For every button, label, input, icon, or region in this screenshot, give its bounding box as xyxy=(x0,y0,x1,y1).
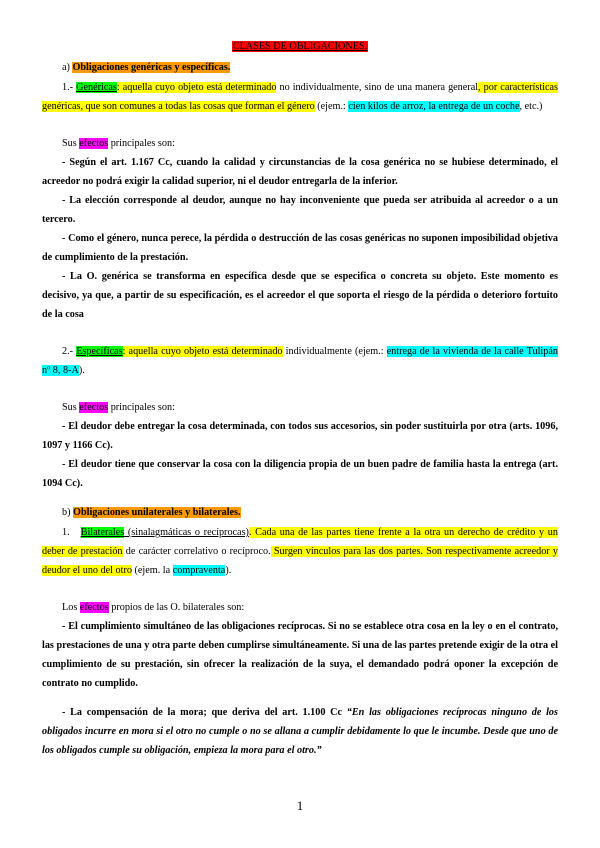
bilaterales-effects-intro: Los efectos propios de las O. bilaterales son: xyxy=(62,602,245,613)
document-page xyxy=(42,40,558,760)
genericas-effect-item: - Como el género, nunca perece, la pérdida o destrucción de las cosas genéricas no suponen imposibilidad objetiva de cumplimiento de la prestación. xyxy=(42,233,558,263)
especificas-effect-item: - El deudor tiene que conservar la cosa con la diligencia propia de un buen padre de familia hasta la entrega (art. 1094 Cc). xyxy=(42,459,558,489)
section-a-heading: a) Obligaciones genéricas y específicas. xyxy=(62,62,231,73)
genericas-definition: 1.- Genéricas: aquella cuyo objeto está determinado no individualmente, sino de una manera general, por características genéricas, que son comunes a todas las cosas que forman el género (ejem.: cien kilos de arroz, la entrega de un coche, etc.) xyxy=(42,82,558,112)
genericas-effects-intro: Sus efectos principales son: xyxy=(62,138,175,149)
especificas-effect-item: - El deudor debe entregar la cosa determinada, con todos sus accesorios, sin poder sustituirla por otra (arts. 1096, 1097 y 1166 Cc). xyxy=(42,421,558,451)
especificas-definition: 2.- Específicas: aquella cuyo objeto está determinado individualmente (ejem.: entrega de la vivienda de la calle Tulipán nº 8, 8-A). xyxy=(42,346,558,376)
genericas-effect-item: - La elección corresponde al deudor, aunque no hay inconveniente que pueda ser atribuida al acreedor o a un tercero. xyxy=(42,195,558,225)
section-b-heading: b) Obligaciones unilaterales y bilaterales. xyxy=(62,507,241,518)
bilaterales-definition: 1. Bilaterales (sinalagmáticas o recíprocas). Cada una de las partes tiene frente a la otra un derecho de crédito y un deber de prestación de carácter correlativo o recíproco. Surgen vínculos para las dos partes. Son respectivamente acreedor y deudor el uno del otro (ejem. la compraventa). xyxy=(42,527,558,576)
genericas-effect-item: - La O. genérica se transforma en específica desde que se especifica o concreta su objeto. Este momento es decisivo, ya que, a partir de su especificación, es el acreedor el que soporta el riesgo de la pérdida o deterioro fortuito de la cosa xyxy=(42,271,558,320)
bilaterales-effect-item: - La compensación de la mora; que deriva del art. 1.100 Cc “En las obligaciones recíprocas ninguno de los obligados incurre en mora si el otro no cumple o no se allana a cumplir debidamente lo que le incumbe. Desde que uno de los obligados cumple su obligación, empieza la mora para el otro.” xyxy=(42,707,558,756)
document-title: CLASES DE OBLIGACIONES. xyxy=(232,41,368,52)
page-number: 1 xyxy=(296,798,304,813)
bilaterales-effect-item: - El cumplimiento simultáneo de las obligaciones recíprocas. Si no se establece otra cosa en la ley o en el contrato, las prestaciones de una y otra parte deben cumplirse simultáneamente. Si una de las partes pretende exigir de la otra el cumplimiento de su prestación, sin ofrecer la realización de la suya, el demandado podrá oponer la excepción de contrato no cumplido. xyxy=(42,621,558,689)
especificas-effects-intro: Sus efectos principales son: xyxy=(62,402,175,413)
genericas-effect-item: - Según el art. 1.167 Cc, cuando la calidad y circunstancias de la cosa genérica no se hubiese determinado, el acreedor no podrá exigir la calidad superior, ni el deudor entregarla de la inferior. xyxy=(42,157,558,187)
